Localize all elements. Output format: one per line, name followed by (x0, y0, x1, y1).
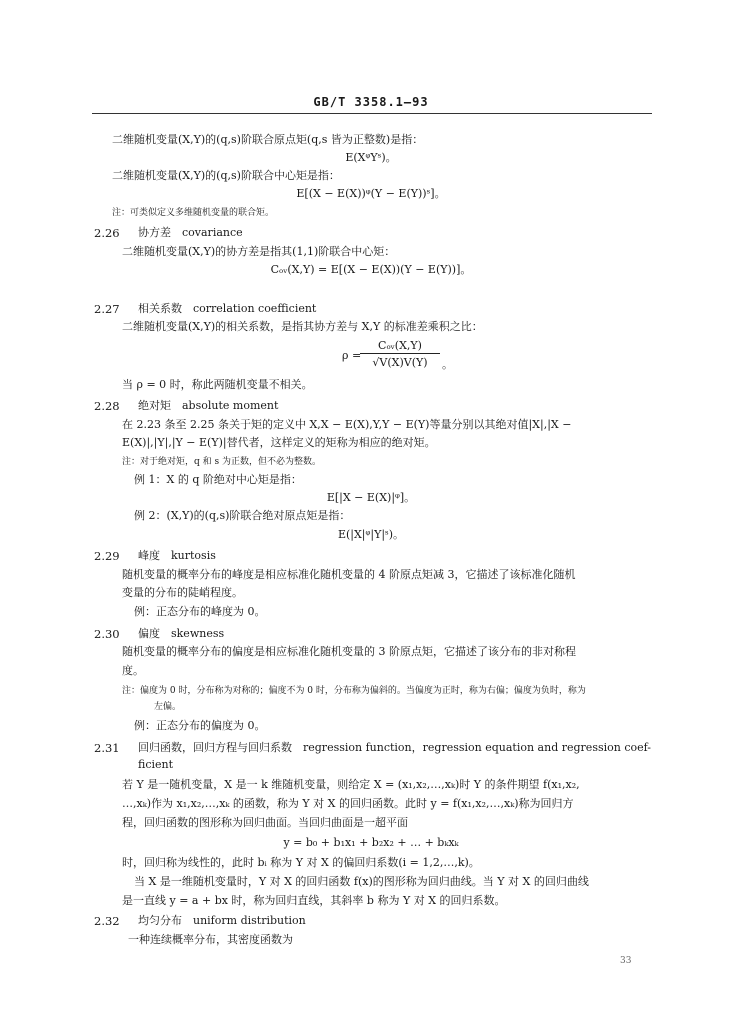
formula: y = b₀ + b₁x₁ + b₂x₂ + … + bₖxₖ (283, 836, 459, 849)
body-line: 是一直线 y = a + bx 时，称为回归直线，其斜率 b 称为 Y 对 X 的回归系数。 (122, 894, 506, 907)
example-line: 例 2：(X,Y)的(q,s)阶联合绝对原点矩是指： (134, 509, 351, 522)
formula-denominator: √V(X)V(Y) (372, 356, 428, 369)
formula-numerator: Cₒᵥ(X,Y) (360, 339, 440, 354)
body-line: 若 Y 是一随机变量，X 是一 k 维随机变量，则给定 X = (x₁,x₂,…,xₖ)时 Y 的条件期望 f(x₁,x₂, (122, 778, 580, 791)
section-heading: 峰度 kurtosis (138, 549, 216, 562)
formula: E[(X − E(X))ᵠ(Y − E(Y))ˢ]。 (296, 187, 446, 200)
page-number: 33 (620, 956, 632, 966)
section-number: 2.28 (94, 399, 120, 413)
section-heading-cont: ficient (138, 758, 174, 771)
example-line: 例 1：X 的 q 阶绝对中心矩是指： (134, 473, 302, 486)
example-line: 例：正态分布的偏度为 0。 (134, 719, 266, 732)
body-line: 变量的分布的陡峭程度。 (122, 586, 243, 599)
body-line: 随机变量的概率分布的峰度是相应标准化随机变量的 4 阶原点矩减 3，它描述了该标准化随机 (122, 568, 576, 581)
page-header: GB/T 3358.1—93 (313, 95, 429, 109)
formula-end: 。 (442, 358, 453, 371)
note-line: 注：可类似定义多维随机变量的联合矩。 (112, 208, 275, 218)
section-heading: 均匀分布 uniform distribution (138, 914, 306, 927)
note-line: 注：对于绝对矩，q 和 s 为正数，但不必为整数。 (122, 457, 321, 467)
section-number: 2.26 (94, 226, 120, 240)
formula: E[|X − E(X)|ᵠ]。 (326, 491, 416, 504)
body-line: 二维随机变量(X,Y)的(q,s)阶联合原点矩(q,s 皆为正整数)是指： (112, 133, 424, 146)
section-number: 2.30 (94, 627, 120, 641)
header-rule (92, 113, 652, 114)
body-line: 当 ρ = 0 时，称此两随机变量不相关。 (122, 378, 313, 391)
section-heading: 协方差 covariance (138, 226, 243, 239)
body-line: 二维随机变量(X,Y)的相关系数，是指其协方差与 X,Y 的标准差乘积之比： (122, 320, 483, 333)
note-line: 注：偏度为 0 时，分布称为对称的；偏度不为 0 时，分布称为偏斜的。当偏度为正时，称为右偏；偏度为负时，称为 (122, 686, 586, 696)
example-line: 例：正态分布的峰度为 0。 (134, 605, 266, 618)
formula-lhs: ρ = (342, 349, 362, 362)
correlation-formula (0, 339, 742, 373)
body-line: 随机变量的概率分布的偏度是相应标准化随机变量的 3 阶原点矩，它描述了该分布的非对称程 (122, 645, 576, 658)
body-line: 当 X 是一维随机变量时，Y 对 X 的回归函数 f(x)的图形称为回归曲线。当 Y 对 X 的回归曲线 (134, 875, 589, 888)
formula: E(XᵠYˢ)。 (345, 151, 397, 164)
formula: E(|X|ᵠ|Y|ˢ)。 (337, 528, 405, 541)
body-line: 二维随机变量(X,Y)的(q,s)阶联合中心矩是指： (112, 169, 340, 182)
section-heading: 相关系数 correlation coefficient (138, 302, 317, 315)
section-number: 2.31 (94, 741, 120, 755)
section-heading: 绝对矩 absolute moment (138, 399, 279, 412)
body-line: 程，回归函数的图形称为回归曲面。当回归曲面是一超平面 (122, 816, 408, 829)
section-number: 2.29 (94, 549, 120, 563)
body-line: 二维随机变量(X,Y)的协方差是指其(1,1)阶联合中心矩： (122, 245, 396, 258)
section-number: 2.27 (94, 302, 120, 316)
body-line: 一种连续概率分布，其密度函数为 (128, 933, 293, 946)
body-line: E(X)|,|Y|,|Y − E(Y)|替代者，这样定义的矩称为相应的绝对矩。 (122, 436, 436, 449)
section-heading: 偏度 skewness (138, 627, 225, 640)
body-line: 在 2.23 条至 2.25 条关于矩的定义中 X,X − E(X),Y,Y − E(Y)等量分别以其绝对值|X|,|X − (122, 418, 572, 431)
body-line: 时，回归称为线性的，此时 bᵢ 称为 Y 对 X 的偏回归系数(i = 1,2,…,k)。 (122, 856, 480, 869)
note-line: 左偏。 (154, 702, 182, 712)
section-heading: 回归函数，回归方程与回归系数 regression function，regression equation and regression coef- (138, 741, 652, 754)
body-line: 度。 (122, 664, 144, 677)
body-line: …,xₖ)作为 x₁,x₂,…,xₖ 的函数，称为 Y 对 X 的回归函数。此时 y = f(x₁,x₂,…,xₖ)称为回归方 (122, 797, 574, 810)
formula: Cₒᵥ(X,Y) = E[(X − E(X))(Y − E(Y))]。 (270, 263, 472, 276)
section-number: 2.32 (94, 914, 120, 928)
